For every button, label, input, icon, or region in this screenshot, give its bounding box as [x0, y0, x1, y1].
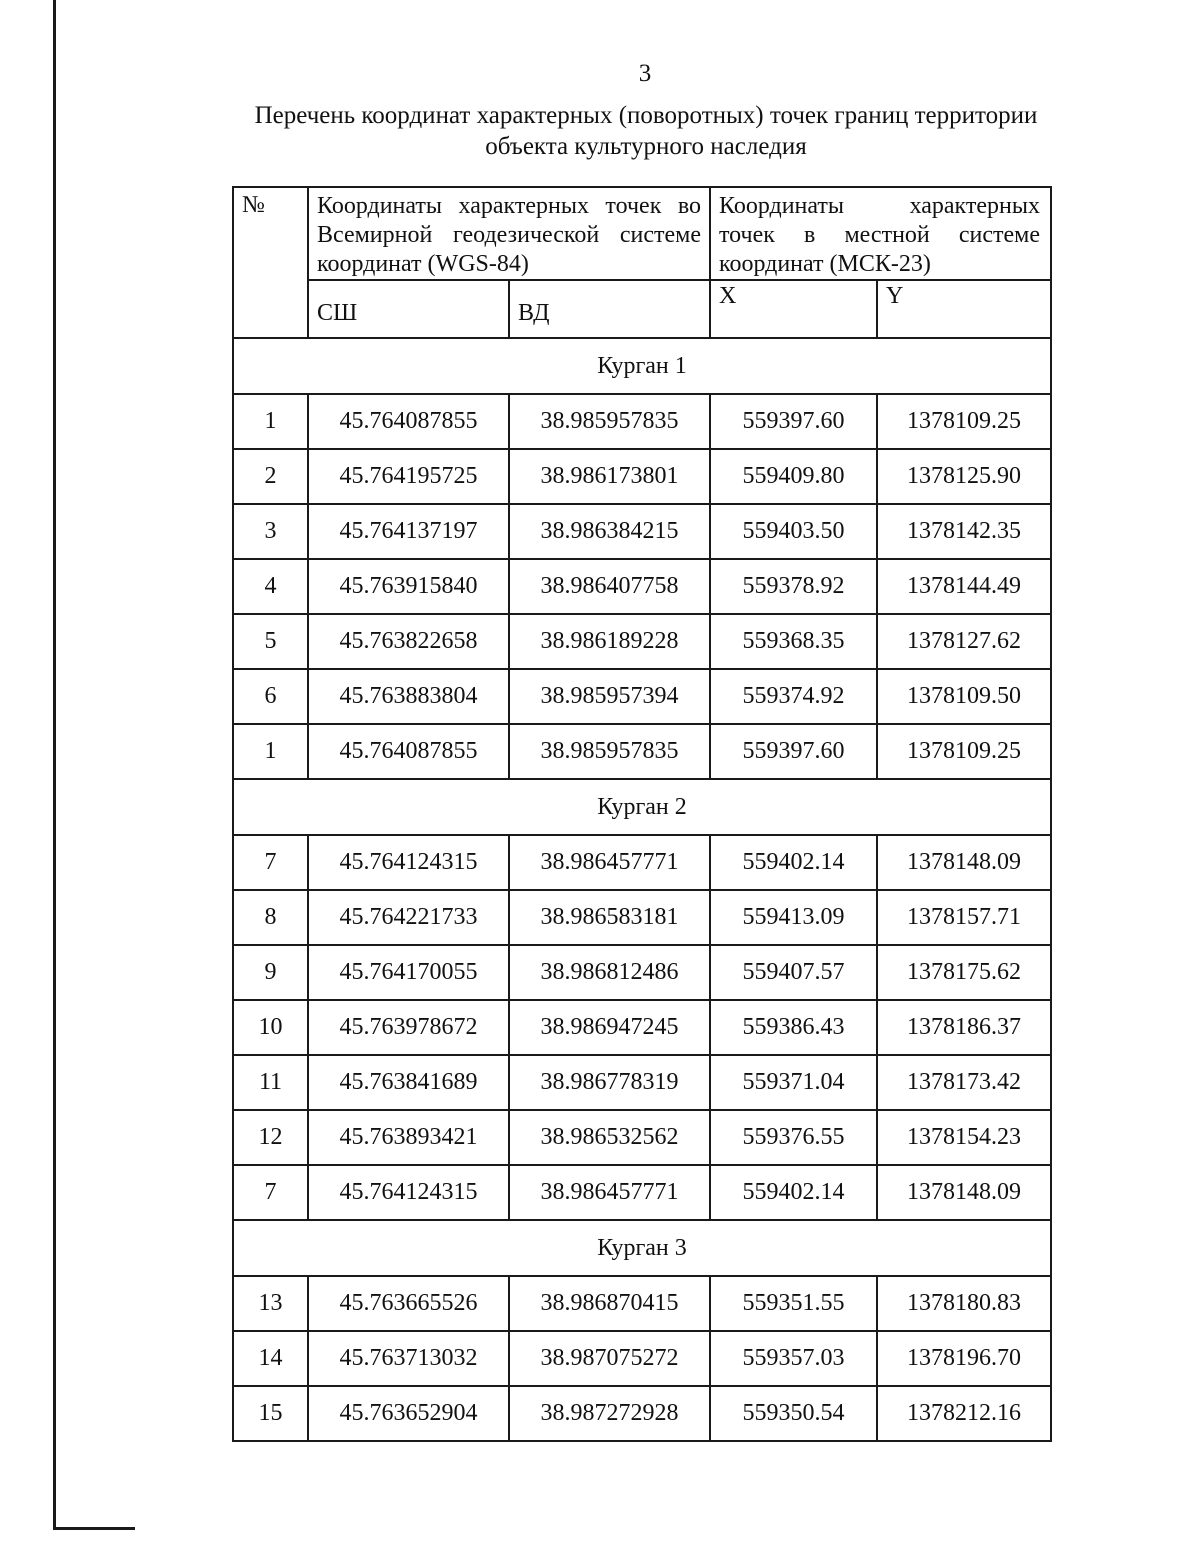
- latitude-cell: 45.764170055: [308, 945, 509, 1000]
- header-latitude: СШ: [308, 280, 509, 338]
- point-number-cell: 13: [233, 1276, 308, 1331]
- table-row: [233, 945, 1051, 1000]
- latitude-cell: 45.763883804: [308, 669, 509, 724]
- point-number-cell: 2: [233, 449, 308, 504]
- point-number-cell: 14: [233, 1331, 308, 1386]
- section-title: Курган 2: [233, 779, 1051, 835]
- table-row: [233, 449, 1051, 504]
- latitude-cell: 45.764124315: [308, 835, 509, 890]
- latitude-cell: 45.763893421: [308, 1110, 509, 1165]
- longitude-cell: 38.986870415: [509, 1276, 710, 1331]
- latitude-cell: 45.764137197: [308, 504, 509, 559]
- point-number-cell: 4: [233, 559, 308, 614]
- table-row: [233, 1000, 1051, 1055]
- latitude-cell: 45.764124315: [308, 1165, 509, 1220]
- latitude-cell: 45.763841689: [308, 1055, 509, 1110]
- longitude-cell: 38.985957394: [509, 669, 710, 724]
- y-coordinate-cell: 1378127.62: [877, 614, 1051, 669]
- page-number: 3: [638, 60, 652, 87]
- table-row: [233, 1331, 1051, 1386]
- x-coordinate-cell: 559351.55: [710, 1276, 877, 1331]
- header-msk23-group: Координаты характерных точек в местной системе координат (МСК-23): [710, 187, 1051, 280]
- latitude-cell: 45.763713032: [308, 1331, 509, 1386]
- section-row: [233, 779, 1051, 835]
- section-row: [233, 338, 1051, 394]
- longitude-cell: 38.986384215: [509, 504, 710, 559]
- longitude-cell: 38.985957835: [509, 394, 710, 449]
- longitude-cell: 38.986812486: [509, 945, 710, 1000]
- header-number: №: [233, 187, 308, 338]
- latitude-cell: 45.764087855: [308, 394, 509, 449]
- point-number-cell: 6: [233, 669, 308, 724]
- document-title: [232, 100, 1060, 162]
- point-number-cell: 7: [233, 835, 308, 890]
- table-row: [233, 890, 1051, 945]
- table-row: [233, 1276, 1051, 1331]
- x-coordinate-cell: 559397.60: [710, 724, 877, 779]
- table-row: [233, 835, 1051, 890]
- point-number-cell: 3: [233, 504, 308, 559]
- table-subheader-row: [233, 280, 1051, 338]
- x-coordinate-cell: 559368.35: [710, 614, 877, 669]
- scan-edge-left: [53, 0, 56, 1530]
- table-row: [233, 1110, 1051, 1165]
- latitude-cell: 45.764221733: [308, 890, 509, 945]
- longitude-cell: 38.986583181: [509, 890, 710, 945]
- point-number-cell: 7: [233, 1165, 308, 1220]
- longitude-cell: 38.986189228: [509, 614, 710, 669]
- x-coordinate-cell: 559407.57: [710, 945, 877, 1000]
- table-row: [233, 669, 1051, 724]
- coordinates-table: [232, 186, 1052, 1442]
- longitude-cell: 38.986532562: [509, 1110, 710, 1165]
- header-x: X: [710, 280, 877, 338]
- x-coordinate-cell: 559350.54: [710, 1386, 877, 1441]
- x-coordinate-cell: 559386.43: [710, 1000, 877, 1055]
- longitude-cell: 38.986457771: [509, 835, 710, 890]
- header-y: Y: [877, 280, 1051, 338]
- section-title: Курган 3: [233, 1220, 1051, 1276]
- longitude-cell: 38.986778319: [509, 1055, 710, 1110]
- latitude-cell: 45.763915840: [308, 559, 509, 614]
- y-coordinate-cell: 1378173.42: [877, 1055, 1051, 1110]
- x-coordinate-cell: 559409.80: [710, 449, 877, 504]
- x-coordinate-cell: 559371.04: [710, 1055, 877, 1110]
- table-row: [233, 394, 1051, 449]
- x-coordinate-cell: 559402.14: [710, 1165, 877, 1220]
- table-body: [233, 338, 1051, 1441]
- longitude-cell: 38.986947245: [509, 1000, 710, 1055]
- y-coordinate-cell: 1378148.09: [877, 1165, 1051, 1220]
- point-number-cell: 12: [233, 1110, 308, 1165]
- latitude-cell: 45.764195725: [308, 449, 509, 504]
- table-row: [233, 1055, 1051, 1110]
- x-coordinate-cell: 559402.14: [710, 835, 877, 890]
- y-coordinate-cell: 1378109.25: [877, 394, 1051, 449]
- latitude-cell: 45.764087855: [308, 724, 509, 779]
- y-coordinate-cell: 1378175.62: [877, 945, 1051, 1000]
- x-coordinate-cell: 559357.03: [710, 1331, 877, 1386]
- longitude-cell: 38.987272928: [509, 1386, 710, 1441]
- table-row: [233, 504, 1051, 559]
- header-wgs84-group: Координаты характерных точек во Всемирной геодезической системе координат (WGS-84): [308, 187, 710, 280]
- longitude-cell: 38.986457771: [509, 1165, 710, 1220]
- point-number-cell: 15: [233, 1386, 308, 1441]
- section-row: [233, 1220, 1051, 1276]
- point-number-cell: 1: [233, 724, 308, 779]
- document-title-line-1: Перечень координат характерных (поворотных) точек границ территории: [254, 102, 1038, 129]
- table-row: [233, 1165, 1051, 1220]
- latitude-cell: 45.763652904: [308, 1386, 509, 1441]
- x-coordinate-cell: 559413.09: [710, 890, 877, 945]
- y-coordinate-cell: 1378142.35: [877, 504, 1051, 559]
- table-row: [233, 614, 1051, 669]
- point-number-cell: 8: [233, 890, 308, 945]
- section-title: Курган 1: [233, 338, 1051, 394]
- point-number-cell: 1: [233, 394, 308, 449]
- y-coordinate-cell: 1378109.25: [877, 724, 1051, 779]
- longitude-cell: 38.985957835: [509, 724, 710, 779]
- x-coordinate-cell: 559378.92: [710, 559, 877, 614]
- table-row: [233, 1386, 1051, 1441]
- y-coordinate-cell: 1378125.90: [877, 449, 1051, 504]
- y-coordinate-cell: 1378144.49: [877, 559, 1051, 614]
- x-coordinate-cell: 559374.92: [710, 669, 877, 724]
- point-number-cell: 10: [233, 1000, 308, 1055]
- point-number-cell: 5: [233, 614, 308, 669]
- document-title-line-2: объекта культурного наследия: [485, 133, 807, 160]
- header-longitude: ВД: [509, 280, 710, 338]
- x-coordinate-cell: 559397.60: [710, 394, 877, 449]
- longitude-cell: 38.987075272: [509, 1331, 710, 1386]
- table-row: [233, 559, 1051, 614]
- longitude-cell: 38.986407758: [509, 559, 710, 614]
- latitude-cell: 45.763665526: [308, 1276, 509, 1331]
- y-coordinate-cell: 1378154.23: [877, 1110, 1051, 1165]
- latitude-cell: 45.763822658: [308, 614, 509, 669]
- scan-edge-bottom: [53, 1527, 135, 1530]
- point-number-cell: 11: [233, 1055, 308, 1110]
- y-coordinate-cell: 1378148.09: [877, 835, 1051, 890]
- x-coordinate-cell: 559403.50: [710, 504, 877, 559]
- y-coordinate-cell: 1378196.70: [877, 1331, 1051, 1386]
- x-coordinate-cell: 559376.55: [710, 1110, 877, 1165]
- y-coordinate-cell: 1378180.83: [877, 1276, 1051, 1331]
- y-coordinate-cell: 1378212.16: [877, 1386, 1051, 1441]
- y-coordinate-cell: 1378157.71: [877, 890, 1051, 945]
- table-row: [233, 724, 1051, 779]
- latitude-cell: 45.763978672: [308, 1000, 509, 1055]
- longitude-cell: 38.986173801: [509, 449, 710, 504]
- table-header-row: [233, 187, 1051, 280]
- y-coordinate-cell: 1378109.50: [877, 669, 1051, 724]
- y-coordinate-cell: 1378186.37: [877, 1000, 1051, 1055]
- point-number-cell: 9: [233, 945, 308, 1000]
